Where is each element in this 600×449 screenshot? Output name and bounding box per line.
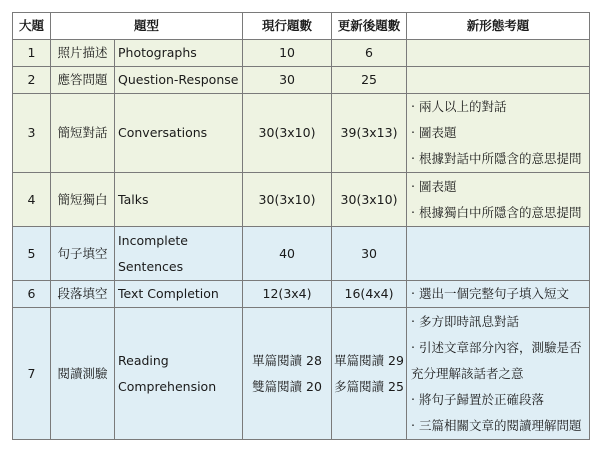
new-question-notes <box>407 227 590 281</box>
note-item-continuation: 充分理解該話者之意 <box>411 365 524 381</box>
table-row <box>13 308 590 440</box>
updated-count: 25 <box>332 67 407 94</box>
updated-count: 39(3x13) <box>332 94 407 173</box>
current-count: 12(3x4) <box>243 281 332 308</box>
table-row <box>13 281 590 308</box>
current-count: 單篇閱讀 28 雙篇閱讀 20 <box>243 308 332 440</box>
note-item: ‧ 圖表題 <box>411 178 457 194</box>
type-chinese: 簡短對話 <box>51 94 115 173</box>
note-item: ‧ 引述文章部分內容，測驗是否 <box>411 339 582 355</box>
type-chinese: 句子填空 <box>51 227 115 281</box>
type-english: Incomplete Sentences <box>115 227 243 281</box>
type-chinese: 段落填空 <box>51 281 115 308</box>
type-english: Talks <box>115 173 243 227</box>
updated-count: 30(3x10) <box>332 173 407 227</box>
table-row <box>13 40 590 67</box>
note-item: ‧ 多方即時訊息對話 <box>411 313 519 329</box>
header-row <box>13 13 590 40</box>
header-current-count: 現行題數 <box>243 13 332 40</box>
new-question-notes <box>407 94 590 173</box>
header-part-no: 大題 <box>13 13 51 40</box>
new-question-notes <box>407 281 590 308</box>
header-question-type: 題型 <box>51 13 243 40</box>
type-english: Question-Response <box>115 67 243 94</box>
new-question-notes <box>407 67 590 94</box>
note-item: ‧ 三篇相關文章的閱讀理解問題 <box>411 417 582 433</box>
current-count: 10 <box>243 40 332 67</box>
table-row <box>13 67 590 94</box>
table-row <box>13 227 590 281</box>
current-count: 30(3x10) <box>243 173 332 227</box>
header-new-question-types: 新形態考題 <box>407 13 590 40</box>
note-item: ‧ 根據獨白中所隱含的意思提問 <box>411 204 582 220</box>
new-question-notes <box>407 308 590 440</box>
type-english: Photographs <box>115 40 243 67</box>
updated-count: 單篇閱讀 29 多篇閱讀 25 <box>332 308 407 440</box>
current-count: 30 <box>243 67 332 94</box>
note-item: ‧ 兩人以上的對話 <box>411 99 507 114</box>
current-count: 30(3x10) <box>243 94 332 173</box>
part-number: 1 <box>13 40 51 67</box>
current-count: 40 <box>243 227 332 281</box>
type-chinese: 閱讀測驗 <box>51 308 115 440</box>
type-chinese: 應答問題 <box>51 67 115 94</box>
new-question-notes <box>407 173 590 227</box>
type-english: Conversations <box>115 94 243 173</box>
toeic-comparison-table <box>12 12 590 440</box>
note-item: ‧ 根據對話中所隱含的意思提問 <box>411 151 582 166</box>
type-english: Reading Comprehension <box>115 308 243 440</box>
note-item: ‧ 圖表題 <box>411 125 457 140</box>
part-number: 4 <box>13 173 51 227</box>
part-number: 2 <box>13 67 51 94</box>
part-number: 7 <box>13 308 51 440</box>
header-updated-count: 更新後題數 <box>332 13 407 40</box>
table-row <box>13 173 590 227</box>
updated-count: 30 <box>332 227 407 281</box>
part-number: 3 <box>13 94 51 173</box>
part-number: 5 <box>13 227 51 281</box>
part-number: 6 <box>13 281 51 308</box>
updated-count: 16(4x4) <box>332 281 407 308</box>
table-row <box>13 94 590 173</box>
type-english: Text Completion <box>115 281 243 308</box>
note-item: ‧ 將句子歸置於正確段落 <box>411 391 544 407</box>
type-chinese: 照片描述 <box>51 40 115 67</box>
new-question-notes <box>407 40 590 67</box>
type-chinese: 簡短獨白 <box>51 173 115 227</box>
updated-count: 6 <box>332 40 407 67</box>
note-item: ‧ 選出一個完整句子填入短文 <box>411 286 569 301</box>
